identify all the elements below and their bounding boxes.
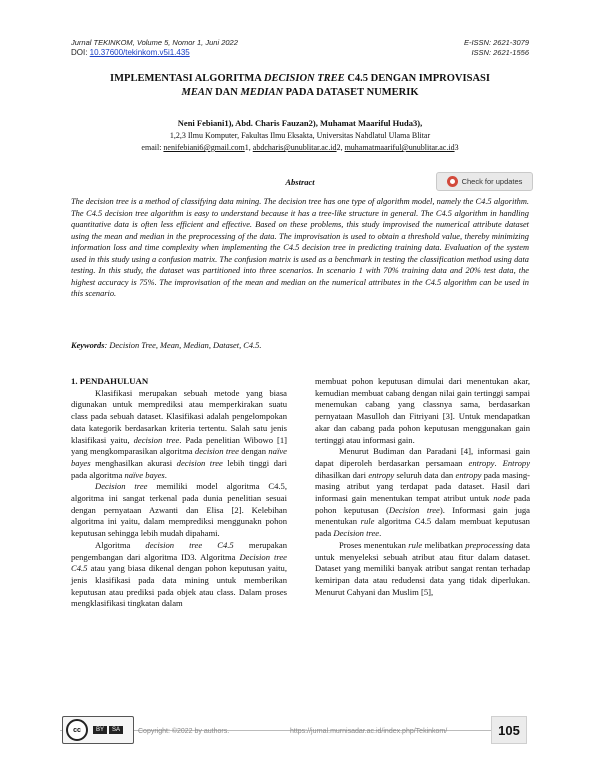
cc-license-badge[interactable]: [62, 716, 134, 744]
email-sep: 3: [454, 143, 459, 152]
paragraph: Algoritma decision tree C4.5 merupakan pengembangan dari algoritma ID3. Algoritma Decision tree C4.5 atau yang biasa dikenal dengan pohon keputusan yaitu, jenis klasifikasi pada data mining untuk memberikan keputusan atau prediksi pada objek atau class. Dalam proses mengklasifikasi tingkatan dalam: [71, 539, 287, 609]
doi-label: DOI:: [71, 48, 90, 57]
issn: ISSN: 2621-1556: [471, 48, 529, 57]
abstract-heading: Abstract: [285, 177, 315, 187]
paragraph: Decision tree memiliki model algoritma C4.5, algoritma ini sangat terkenal pada dunia penelitian sesuai dengan pernyataan Azwanti dan Elisa [2]. Kelebihan algoritma ini yaitu, dalam memprediksi menggunakn pohon keputusan sehingga lebih mudah dipahami.: [71, 481, 287, 539]
title-part: IMPLEMENTASI ALGORITMA: [110, 73, 264, 84]
journal-name: Jurnal TEKINKOM, Volume 5, Nomor 1, Juni 2022: [71, 38, 238, 47]
email-sep: 1,: [244, 143, 253, 152]
doi-line: [71, 48, 190, 57]
column-right: [315, 376, 530, 598]
paragraph: Klasifikasi merupakan sebuah metode yang biasa digunakan untuk memprediksi atau memperkirakan suatu class pada sebuah dataset. Klasifikasi adalah pengelompokan data kategorik berdasarkan kriteria tertentu. Salah satu jenis klasifikasi yaitu, decision tree. Pada penelitian Wibowo [1] yang mengkomparasikan algoritma decision tree dengan naïve bayes menghasilkan akurasi decision tree lebih tinggi dari pada algoritma naïve bayes.: [71, 387, 287, 480]
email-label: email:: [141, 143, 164, 152]
copyright: Copyright: ©2022 by authors.: [138, 728, 230, 735]
journal-url[interactable]: https://jurnal.murnisadar.ac.id/index.php/Tekinkom/: [290, 728, 448, 735]
check-updates-icon: [447, 176, 458, 187]
paragraph: Menurut Budiman dan Paradani [4], informasi gain dapat diperoleh berdasarkan persamaan entropy. Entropy dihasilkan dari entropy seluruh data dan entropy pada masing-masing atribut yang terdapat pada dataset. Hasil dari informasi gain menentukan tempat atribut untuk node pada pohon keputusan (Decision tree). Informasi gain juga menentukan rule algoritma C4.5 dalam membuat keputusan pada Decision tree.: [315, 446, 531, 539]
email-link[interactable]: nenifebiani6@gmail.com: [163, 143, 245, 152]
page-number: 105: [491, 716, 527, 744]
check-updates-button[interactable]: [436, 172, 533, 191]
title-part: C4.5 DENGAN IMPROVISASI: [344, 73, 490, 84]
title-part: DAN: [212, 87, 241, 98]
title-part: DECISION TREE: [263, 73, 345, 84]
cc-icon: cc: [66, 719, 88, 741]
affiliation: 1,2,3 Ilmu Komputer, Fakultas Ilmu Eksakta, Universitas Nahdlatul Ulama Blitar: [169, 131, 431, 140]
paper-title: [60, 72, 540, 100]
keywords-label: Keywords: [71, 341, 105, 350]
keywords: [71, 341, 529, 350]
authors: Neni Febiani1), Abd. Charis Fauzan2), Muhamat Maariful Huda3),: [177, 118, 423, 128]
title-part: MEAN: [181, 87, 213, 98]
license-by: BY: [93, 726, 107, 734]
email-link[interactable]: muhamatmaariful@unublitar.ac.id: [344, 143, 455, 152]
email-line: [60, 143, 540, 152]
eissn: E-ISSN: 2621-3079: [463, 38, 529, 47]
doi-link[interactable]: 10.37600/tekinkom.v5i1.435: [89, 48, 190, 57]
column-left: [71, 376, 287, 610]
paragraph: Proses menentukan rule melibatkan preprocessing data untuk menyeleksi sebuah atribut atau fitur dalam dataset. Dataset yang memiliki banyak atribut sangat rentan terhadap kemiripan data atau redudensi data yang tidak diperlukan. Menurut Cahyani dan Muslim [5],: [315, 539, 530, 597]
email-link[interactable]: abdcharis@unublitar.ac.id: [252, 143, 337, 152]
section-heading: 1. PENDAHULUAN: [71, 376, 149, 386]
keywords-text: : Decision Tree, Mean, Median, Dataset, C4.5.: [104, 341, 262, 350]
paragraph: membuat pohon keputusan dimulai dari menentukan akar, kemudian membuat cabang dengan nilai gain tertinggi sampai menemukan cabang yang classnya sama, berdasarkan pernyataan Masulloh dan Fitriyani [3]. Untuk mendapatkan akar dan cabang pada pohon keputusan menggunakan gain tertinggi atau informasi gain.: [315, 376, 530, 445]
title-part: PADA DATASET NUMERIK: [283, 87, 419, 98]
license-sa: SA: [109, 726, 123, 734]
check-updates-label: Check for updates: [461, 177, 523, 186]
title-part: MEDIAN: [240, 87, 284, 98]
email-sep: 2,: [336, 143, 345, 152]
abstract-text: The decision tree is a method of classifying data mining. The decision tree has one type of algorithm model, namely the C4.5 algorithm. The C4.5 decision tree algorithm is easy to understand because it has a tree-like structure in general. The C4.5 algorithm in handling quantitative data is often less efficient and effective. Based on these problems, this study improvised the numerical attribute dataset using the mean and median in the preprocessing of the data. The improvisation is used to obtain a threshold value, thereby minimizing information loss and time complexity when implementing the C4.5 decision tree in predicting training data. Evaluation of the system used in this study using a confusion matrix. The confusion matrix is used as a benchmark in testing the classification method using data testing. In this study, the dataset was partitioned into three scenarios. In scenario 1 with 70% training data and 20% test data, the highest accuracy is 75%. The improvisation of the mean and median on the numerical attributes in the C4.5 algorithm can be used in this scenario.: [71, 197, 529, 299]
